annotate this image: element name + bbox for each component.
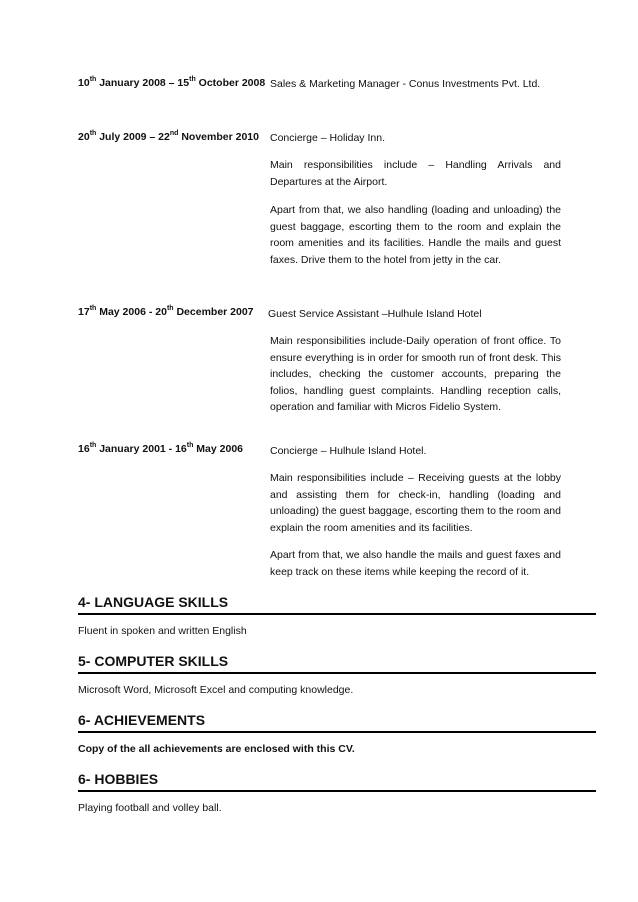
job-description: Apart from that, we also handle the mails and guest faxes and keep track on these items while keeping the record of it.	[270, 549, 561, 578]
section-text-computer-skills: Microsoft Word, Microsoft Excel and computing knowledge.	[78, 684, 354, 696]
job-date: 10th January 2008 – 15th October 2008	[78, 75, 266, 89]
job-date: 20th July 2009 – 22nd November 2010	[78, 129, 259, 143]
section-heading-hobbies: 6- HOBBIES	[78, 771, 596, 792]
section-heading-achievements: 6- ACHIEVEMENTS	[78, 712, 596, 733]
job-description: Main responsibilities include – Receiving guests at the lobby and assisting them for check-in, handling (loading and unloading) the guest baggage, escorting them to the room and explain the room amenities and its facilities.	[270, 472, 561, 534]
job-title: Sales & Marketing Manager - Conus Investments Pvt. Ltd.	[270, 78, 541, 90]
job-description: Apart from that, we also handling (loading and unloading) the guest baggage, escorting them to the room and explain the room amenities and its facilities. Handle the mails and guest faxes. Drive them to the hotel from jetty in the car.	[270, 204, 561, 266]
section-text-hobbies: Playing football and volley ball.	[78, 802, 222, 814]
section-text-language-skills: Fluent in spoken and written English	[78, 625, 247, 637]
job-title: Guest Service Assistant –Hulhule Island Hotel	[268, 308, 482, 320]
job-title: Concierge – Hulhule Island Hotel.	[270, 445, 427, 457]
section-heading-language-skills: 4- LANGUAGE SKILLS	[78, 594, 596, 615]
job-date: 17th May 2006 - 20th December 2007	[78, 304, 254, 318]
job-title: Concierge – Holiday Inn.	[270, 132, 385, 144]
job-description: Main responsibilities include-Daily operation of front office. To ensure everything is in order for smooth run of front desk. This includes, checking the customer accounts, preparing the folios, handling guest complaints. Handling reception calls, operation and familiar with Micros Fidelio System.	[270, 335, 561, 413]
job-description: Main responsibilities include – Handling Arrivals and Departures at the Airport.	[270, 159, 561, 188]
section-heading-computer-skills: 5- COMPUTER SKILLS	[78, 653, 596, 674]
job-date: 16th January 2001 - 16th May 2006	[78, 441, 244, 455]
section-text-achievements: Copy of the all achievements are enclosed with this CV.	[78, 743, 355, 755]
